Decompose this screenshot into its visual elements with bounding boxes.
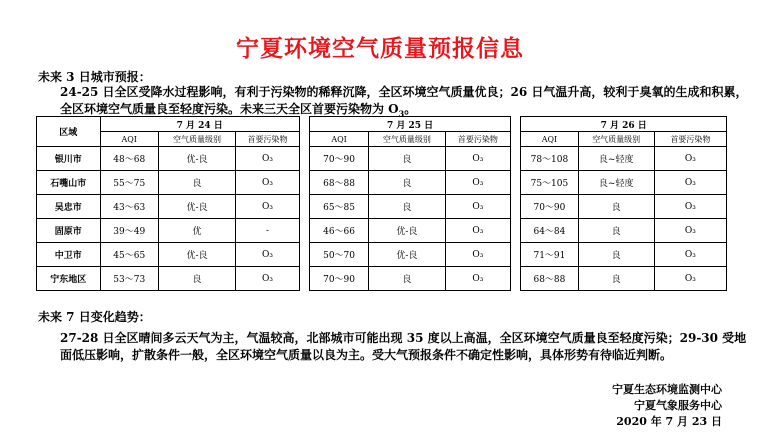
pollutant-cell: O₃ xyxy=(654,147,726,171)
table-row xyxy=(37,267,727,291)
pollutant-cell: O₃ xyxy=(236,195,300,219)
day-header: 7 月 25 日 xyxy=(310,117,510,132)
level-cell: 良 xyxy=(578,219,654,243)
level-cell: 优-良 xyxy=(368,219,445,243)
level-cell: 良 xyxy=(578,243,654,267)
pollutant-cell: - xyxy=(236,219,300,243)
level-cell: 良~轻度 xyxy=(578,171,654,195)
pollutant-header: 首要污染物 xyxy=(446,132,511,147)
region-cell: 石嘴山市 xyxy=(37,171,101,195)
aqi-cell: 68～88 xyxy=(310,171,368,195)
aqi-cell: 70～90 xyxy=(310,267,368,291)
aqi-cell: 65～85 xyxy=(310,195,368,219)
level-cell: 良 xyxy=(368,147,445,171)
aqi-header: AQI xyxy=(310,132,368,147)
level-header: 空气质量级别 xyxy=(578,132,654,147)
pollutant-cell: O₃ xyxy=(446,243,511,267)
pollutant-cell: O₃ xyxy=(654,171,726,195)
region-cell: 固原市 xyxy=(37,219,101,243)
o3-subscript: 3 xyxy=(398,108,405,119)
level-header: 空气质量级别 xyxy=(368,132,445,147)
pollutant-cell: O₃ xyxy=(446,147,511,171)
pollutant-header: 首要污染物 xyxy=(236,132,300,147)
aqi-cell: 70～90 xyxy=(521,195,578,219)
pollutant-cell: O₃ xyxy=(236,171,300,195)
level-cell: 良 xyxy=(578,195,654,219)
aqi-cell: 75～105 xyxy=(521,171,578,195)
pollutant-cell: O₃ xyxy=(654,243,726,267)
page-title: 宁夏环境空气质量预报信息 xyxy=(236,35,524,62)
aqi-cell: 78～108 xyxy=(521,147,578,171)
level-cell: 良~轻度 xyxy=(578,147,654,171)
signature-date: 2020 年 7 月 23 日 xyxy=(616,415,722,428)
region-cell: 吴忠市 xyxy=(37,195,101,219)
day-header: 7 月 24 日 xyxy=(100,117,299,132)
pollutant-cell: O₃ xyxy=(236,267,300,291)
pollutant-cell: O₃ xyxy=(446,171,511,195)
aqi-cell: 71～91 xyxy=(521,243,578,267)
aqi-header: AQI xyxy=(521,132,578,147)
pollutant-cell: O₃ xyxy=(654,219,726,243)
table-row xyxy=(37,219,727,243)
table-row xyxy=(37,195,727,219)
signature-org-2: 宁夏气象服务中心 xyxy=(634,399,722,412)
three-day-end: 。 xyxy=(404,102,417,116)
table-row xyxy=(37,243,727,267)
seven-day-heading: 未来 7 日变化趋势： xyxy=(38,310,151,324)
forecast-table xyxy=(36,116,727,291)
aqi-cell: 64～84 xyxy=(521,219,578,243)
level-cell: 优-良 xyxy=(368,243,445,267)
region-cell: 银川市 xyxy=(37,147,101,171)
aqi-cell: 46～66 xyxy=(310,219,368,243)
aqi-cell: 70～90 xyxy=(310,147,368,171)
level-cell: 良 xyxy=(368,195,445,219)
level-header: 空气质量级别 xyxy=(158,132,235,147)
aqi-cell: 55～75 xyxy=(100,171,158,195)
level-cell: 良 xyxy=(158,171,235,195)
pollutant-cell: O₃ xyxy=(446,195,511,219)
aqi-cell: 50～70 xyxy=(310,243,368,267)
pollutant-cell: O₃ xyxy=(236,243,300,267)
aqi-cell: 48～68 xyxy=(100,147,158,171)
level-cell: 良 xyxy=(578,267,654,291)
pollutant-cell: O₃ xyxy=(446,267,511,291)
level-cell: 优 xyxy=(158,219,235,243)
pollutant-header: 首要污染物 xyxy=(654,132,726,147)
pollutant-cell: O₃ xyxy=(236,147,300,171)
level-cell: 优-良 xyxy=(158,195,235,219)
pollutant-cell: O₃ xyxy=(654,267,726,291)
day-header: 7 月 26 日 xyxy=(521,117,727,132)
three-day-body: 24-25 日全区受降水过程影响，有利于污染物的稀释沉降，全区环境空气质量优良；26 日气温升高，较利于臭氧的生成和积累，全区环境空气质量良至轻度污染。未来三天全区首要污染物为 O xyxy=(60,85,748,116)
region-cell: 宁东地区 xyxy=(37,267,101,291)
level-cell: 良 xyxy=(368,171,445,195)
three-day-heading: 未来 3 日城市预报： xyxy=(38,70,151,84)
aqi-header: AQI xyxy=(100,132,158,147)
level-cell: 良 xyxy=(158,267,235,291)
pollutant-cell: O₃ xyxy=(446,219,511,243)
aqi-cell: 45～65 xyxy=(100,243,158,267)
aqi-cell: 53～73 xyxy=(100,267,158,291)
region-cell: 中卫市 xyxy=(37,243,101,267)
seven-day-body: 27-28 日全区晴间多云天气为主，气温较高，北部城市可能出现 35 度以上高温，全区环境空气质量良至轻度污染；29-30 受地面低压影响，扩散条件一般，全区环境空气质量以良为主。受大气预报条件不确定性影响，具体形势有待临近判断。 xyxy=(60,331,747,362)
aqi-cell: 68～88 xyxy=(521,267,578,291)
level-cell: 良 xyxy=(368,267,445,291)
aqi-cell: 39～49 xyxy=(100,219,158,243)
pollutant-cell: O₃ xyxy=(654,195,726,219)
level-cell: 优-良 xyxy=(158,147,235,171)
table-row xyxy=(37,147,727,171)
table-row xyxy=(37,171,727,195)
level-cell: 优-良 xyxy=(158,243,235,267)
aqi-cell: 43～63 xyxy=(100,195,158,219)
signature-org-1: 宁夏生态环境监测中心 xyxy=(612,383,722,396)
region-header: 区域 xyxy=(37,117,101,147)
